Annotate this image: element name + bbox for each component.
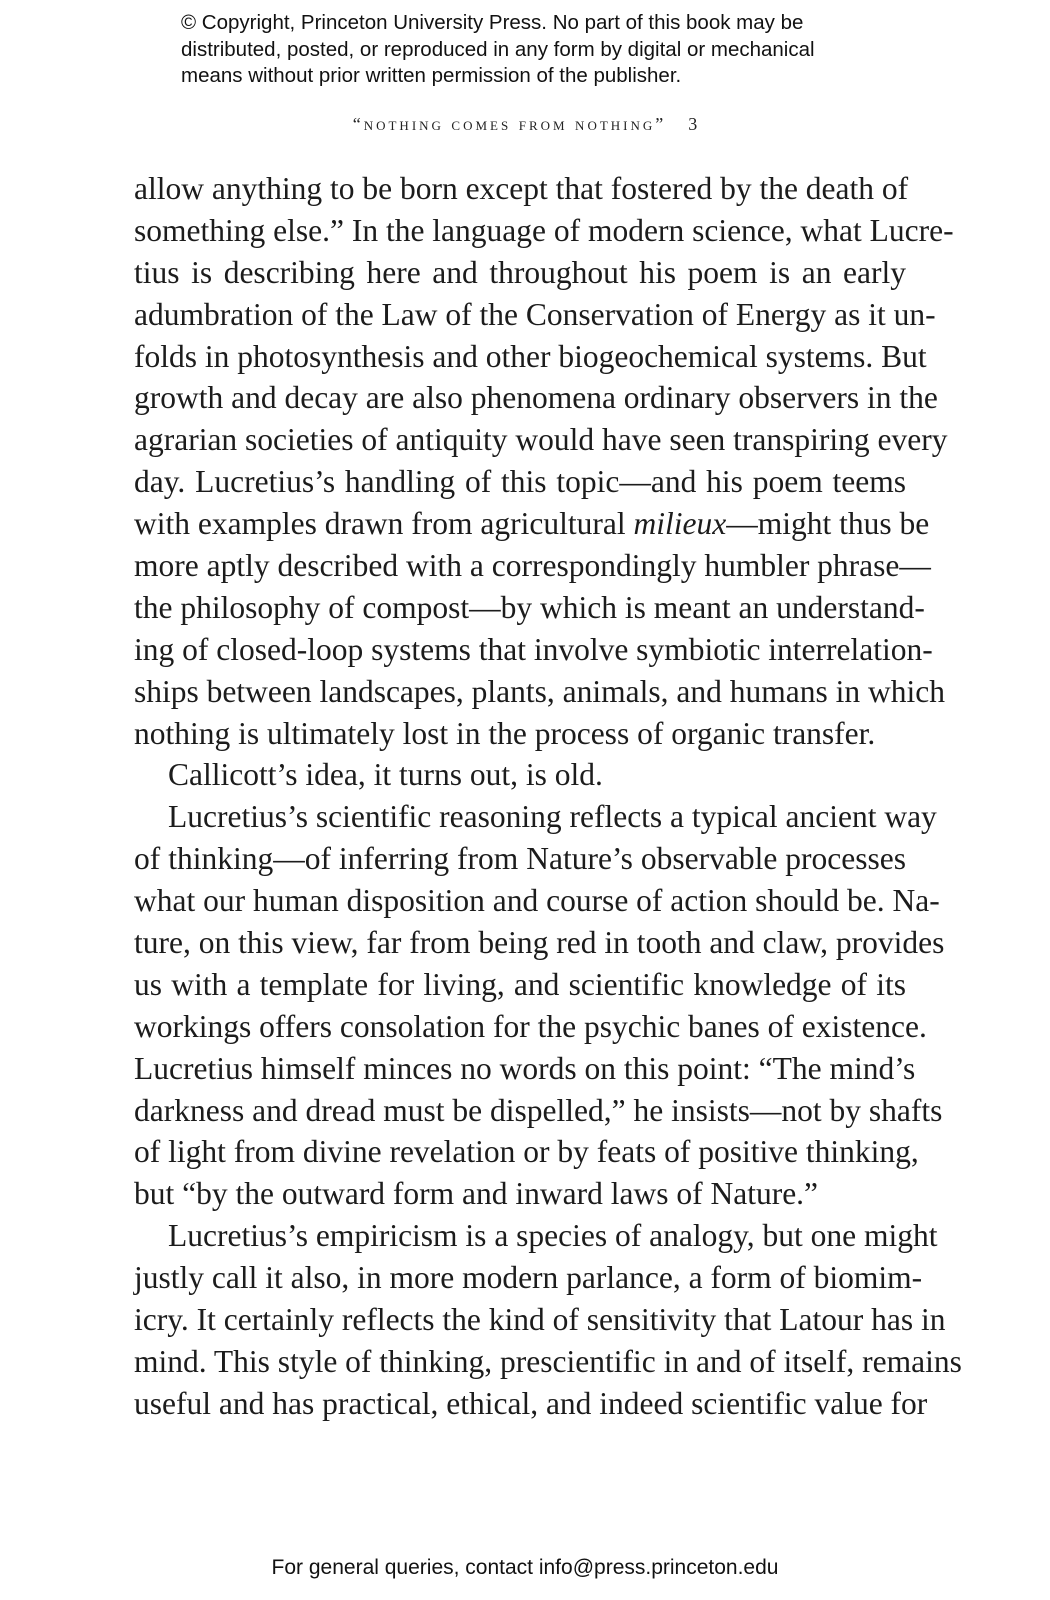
text-line: Callicott’s idea, it turns out, is old. [168,757,603,793]
text-line: what our human disposition and course of action should be. Na- [134,883,940,919]
copyright-line: means without prior written permission of the publisher. [181,64,682,87]
running-head [0,114,1050,135]
text-line: us with a template for living, and scientific knowledge of its [134,966,906,1002]
text-line: mind. This style of thinking, prescientific in and of itself, remains [134,1343,962,1379]
italic-term: milieux [633,506,727,542]
text-line: adumbration of the Law of the Conservation of Energy as it un- [134,296,936,332]
text-line: ing of closed-loop systems that involve symbiotic interrelation- [134,631,933,667]
text-line: ships between landscapes, plants, animals, and humans in which [134,673,945,709]
text-line: growth and decay are also phenomena ordinary observers in the [134,380,938,416]
text-line: justly call it also, in more modern parlance, a form of biomim- [134,1260,923,1296]
text-segment: —might thus be [726,506,930,542]
text-line: folds in photosynthesis and other biogeochemical systems. But [134,338,927,374]
copyright-line: distributed, posted, or reproduced in any form by digital or mechanical [181,37,815,61]
text-line: but “by the outward form and inward laws of Nature.” [134,1176,819,1212]
copyright-line: © Copyright, Princeton University Press. No part of this book may be [181,11,804,34]
text-line: of light from divine revelation or by feats of positive thinking, [134,1134,919,1170]
text-line: agrarian societies of antiquity would have seen transpiring every [134,422,948,458]
text-line: nothing is ultimately lost in the process of organic transfer. [134,715,876,751]
text-line: tius is describing here and throughout his poem is an early [134,254,906,290]
chapter-title: “nothing comes from nothing” [352,114,667,134]
text-line: Lucretius’s scientific reasoning reflects a typical ancient way [168,799,937,835]
text-line: useful and has practical, ethical, and indeed scientific value for [134,1385,928,1421]
text-line: icry. It certainly reflects the kind of sensitivity that Latour has in [134,1302,946,1338]
page-number: 3 [688,114,698,134]
text-line: more aptly described with a correspondingly humbler phrase— [134,548,931,584]
text-line: ture, on this view, far from being red in tooth and claw, provides [134,925,945,961]
text-line [134,503,930,545]
text-line: Lucretius himself minces no words on this point: “The mind’s [134,1050,916,1086]
text-line: something else.” In the language of modern science, what Lucre- [134,212,954,248]
text-line: of thinking—of inferring from Nature’s observable processes [134,841,906,877]
text-line: darkness and dread must be dispelled,” he insists—not by shafts [134,1092,943,1128]
text-line: Lucretius’s empiricism is a species of analogy, but one might [168,1218,938,1254]
copyright-notice [181,10,961,90]
footer-contact: For general queries, contact info@press.princeton.edu [271,1556,779,1579]
text-segment: with examples drawn from agricultural [134,506,626,542]
text-line: day. Lucretius’s handling of this topic—and his poem teems [134,464,906,500]
text-line: the philosophy of compost—by which is meant an understand- [134,589,925,625]
text-line: workings offers consolation for the psychic banes of existence. [134,1008,927,1044]
body-text [134,168,962,1425]
text-line: allow anything to be born except that fostered by the death of [134,171,909,206]
